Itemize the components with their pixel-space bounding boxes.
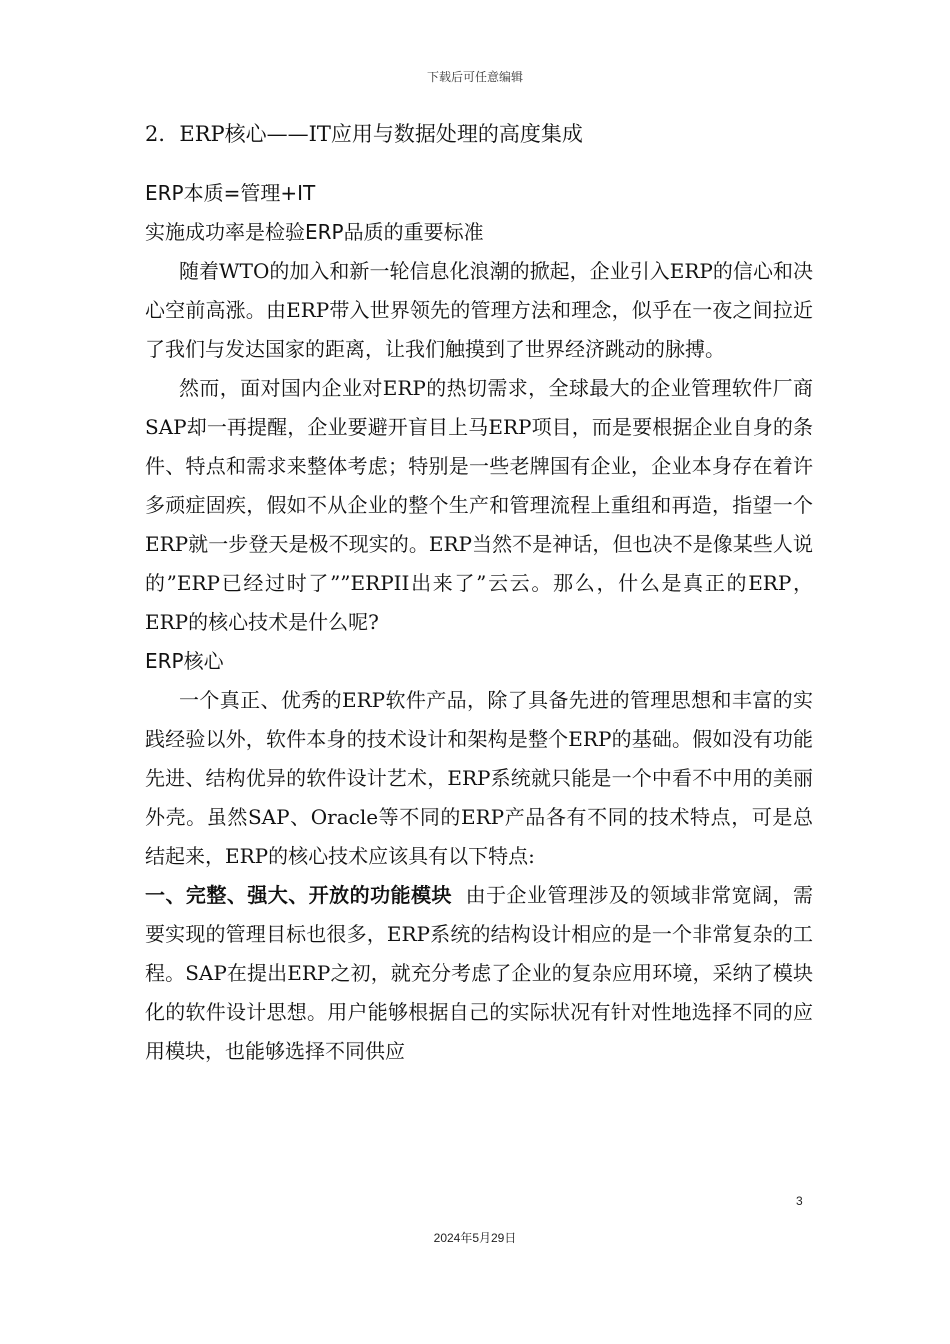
section-title: 2．ERP核心——IT应用与数据处理的高度集成 xyxy=(145,122,583,146)
paragraph-core-tech: 一个真正、优秀的ERP软件产品，除了具备先进的管理思想和丰富的实践经验以外，软件本身的技术设计和架构是整个ERP的基础。假如没有功能先进、结构优异的软件设计艺术，ERP系统就只能是一个中看不中用的美丽外壳。虽然SAP、Oracle等不同的ERP产品各有不同的技术特点，可是总结起来，ERP的核心技术应该具有以下特点: xyxy=(145,688,813,868)
modules-lead-heading: 一、完整、强大、开放的功能模块 xyxy=(145,883,452,907)
footer-date: 2024年5月29日 xyxy=(433,1231,517,1245)
paragraph-sap-warning: 然而，面对国内企业对ERP的热切需求，全球最大的企业管理软件厂商SAP却一再提醒，企业要避开盲目上马ERP项目，而是要根据企业自身的条件、特点和需求来整体考虑；特别是一些老牌国有企业，企业本身存在着许多顽症固疾，假如不从企业的整个生产和管理流程上重组和再造，指望一个ERP就一步登天是极不现实的。ERP当然不是神话，但也决不是像某些人说的”ERP已经过时了””ERPII出来了”云云。那么，什么是真正的ERP，ERP的核心技术是什么呢? xyxy=(145,376,813,634)
document-body xyxy=(145,108,813,1071)
page-number: 3 xyxy=(796,1194,803,1208)
paragraph-modules xyxy=(145,876,813,1071)
heading-erp-core: ERP核心 xyxy=(145,649,224,673)
modules-spacer xyxy=(452,883,466,907)
heading-success-rate: 实施成功率是检验ERP品质的重要标准 xyxy=(145,220,484,244)
heading-erp-essence: ERP本质=管理+IT xyxy=(145,181,316,205)
page-header: 下载后可任意编辑 xyxy=(426,70,523,84)
modules-body-text: 由于企业管理涉及的领域非常宽阔，需要实现的管理目标也很多，ERP系统的结构设计相应的是一个非常复杂的工程。SAP在提出ERP之初，就充分考虑了企业的复杂应用环境，采纳了模块化的软件设计思想。用户能够根据自己的实际状况有针对性地选择不同的应用模块，也能够选择不同供应 xyxy=(145,883,814,1063)
paragraph-wto: 随着WTO的加入和新一轮信息化浪潮的掀起，企业引入ERP的信心和决心空前高涨。由ERP带入世界领先的管理方法和理念，似乎在一夜之间拉近了我们与发达国家的距离，让我们触摸到了世界经济跳动的脉搏。 xyxy=(145,259,813,361)
